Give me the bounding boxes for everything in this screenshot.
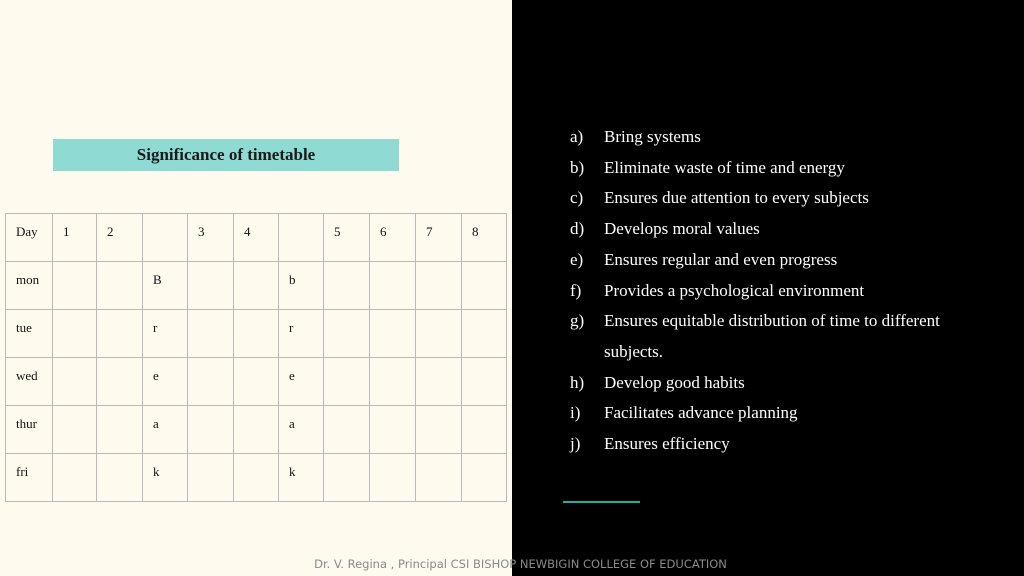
- timetable-cell: [370, 358, 416, 406]
- timetable-header-cell: 6: [370, 214, 416, 262]
- list-marker: c): [570, 188, 584, 208]
- timetable-cell: [234, 358, 279, 406]
- timetable-cell: [53, 454, 97, 502]
- timetable-row: [6, 454, 507, 502]
- timetable-cell: [416, 262, 462, 310]
- timetable-cell: [97, 406, 143, 454]
- timetable-header-cell: 2: [97, 214, 143, 262]
- timetable-cell: [416, 454, 462, 502]
- slide-title: Significance of timetable: [53, 139, 399, 171]
- timetable-cell: [97, 262, 143, 310]
- timetable-header-cell: 1: [53, 214, 97, 262]
- accent-line: [563, 501, 640, 503]
- timetable-cell: [234, 406, 279, 454]
- timetable-cell: k: [279, 454, 324, 502]
- timetable-cell: [53, 262, 97, 310]
- list-item-text: Develop good habits: [604, 372, 745, 392]
- timetable-row: [6, 406, 507, 454]
- list-item-text: Facilitates advance planning: [604, 403, 798, 423]
- timetable-header-cell: [279, 214, 324, 262]
- timetable-cell: [416, 358, 462, 406]
- list-item-text: Ensures equitable distribution of time to different subjects.: [604, 311, 940, 361]
- list-marker: g): [570, 311, 585, 331]
- timetable-cell: [53, 406, 97, 454]
- timetable-header-row: [6, 214, 507, 262]
- list-marker: h): [570, 372, 585, 392]
- list-marker: f): [570, 280, 582, 300]
- list-marker: i): [570, 403, 581, 423]
- list-item-text: Bring systems: [604, 127, 701, 146]
- timetable-cell: [462, 310, 507, 358]
- timetable-cell: [370, 406, 416, 454]
- timetable-cell: r: [143, 310, 188, 358]
- timetable-cell: [188, 454, 234, 502]
- timetable-cell: [97, 454, 143, 502]
- list-item: [570, 214, 964, 245]
- timetable-cell: [188, 358, 234, 406]
- list-item-text: Ensures efficiency: [604, 434, 730, 454]
- list-item-text: Provides a psychological environment: [604, 280, 865, 300]
- timetable-cell: [234, 262, 279, 310]
- list-item-text: Ensures due attention to every subjects: [604, 188, 869, 208]
- timetable-day-cell: fri: [6, 454, 53, 502]
- timetable-day-cell: wed: [6, 358, 53, 406]
- timetable-cell: [97, 310, 143, 358]
- timetable-header-cell: [143, 214, 188, 262]
- timetable: [5, 213, 507, 502]
- list-item: [570, 122, 964, 153]
- timetable-cell: [234, 310, 279, 358]
- timetable-cell: [462, 406, 507, 454]
- timetable-header-cell: 5: [324, 214, 370, 262]
- list-item: [570, 429, 964, 460]
- timetable-cell: b: [279, 262, 324, 310]
- list-item-text: Develops moral values: [604, 219, 760, 239]
- timetable-cell: [188, 262, 234, 310]
- timetable-day-cell: thur: [6, 406, 53, 454]
- timetable-cell: r: [279, 310, 324, 358]
- timetable-header-cell: 7: [416, 214, 462, 262]
- timetable-cell: [324, 406, 370, 454]
- timetable-cell: [324, 454, 370, 502]
- timetable-row: [6, 262, 507, 310]
- list-marker: j): [570, 434, 581, 454]
- timetable-cell: a: [279, 406, 324, 454]
- list-item: [570, 276, 964, 307]
- footer-credit: Dr. V. Regina , Principal CSI BISHOP NEWBIGIN COLLEGE OF EDUCATION: [314, 557, 727, 571]
- timetable-cell: [324, 358, 370, 406]
- timetable-cell: [370, 262, 416, 310]
- timetable-cell: [462, 262, 507, 310]
- timetable-day-cell: mon: [6, 262, 53, 310]
- timetable-cell: [188, 310, 234, 358]
- timetable-cell: [97, 358, 143, 406]
- significance-list: [570, 122, 964, 460]
- list-item: [570, 153, 964, 184]
- timetable-header-cell: 4: [234, 214, 279, 262]
- timetable-cell: [462, 358, 507, 406]
- list-item: [570, 368, 964, 399]
- list-marker: e): [570, 249, 584, 269]
- timetable-cell: [370, 310, 416, 358]
- timetable-cell: [324, 262, 370, 310]
- list-item: [570, 245, 964, 276]
- list-item-text: Eliminate waste of time and energy: [604, 157, 845, 177]
- timetable-cell: [234, 454, 279, 502]
- timetable-cell: [462, 454, 507, 502]
- timetable-header-cell: 3: [188, 214, 234, 262]
- list-item: [570, 183, 964, 214]
- timetable-cell: [416, 406, 462, 454]
- timetable-cell: B: [143, 262, 188, 310]
- list-marker: d): [570, 219, 585, 239]
- timetable-cell: k: [143, 454, 188, 502]
- timetable-header-cell: 8: [462, 214, 507, 262]
- list-item: [570, 306, 964, 367]
- timetable-cell: [188, 406, 234, 454]
- timetable-header-cell: Day: [6, 214, 53, 262]
- list-item-text: Ensures regular and even progress: [604, 249, 838, 269]
- list-marker: b): [570, 157, 585, 177]
- timetable-row: [6, 358, 507, 406]
- timetable-cell: e: [143, 358, 188, 406]
- timetable-cell: [53, 310, 97, 358]
- list-item: [570, 398, 964, 429]
- timetable-cell: e: [279, 358, 324, 406]
- timetable-row: [6, 310, 507, 358]
- list-marker: a): [570, 127, 584, 146]
- timetable-cell: [416, 310, 462, 358]
- timetable-cell: [53, 358, 97, 406]
- timetable-day-cell: tue: [6, 310, 53, 358]
- timetable-cell: [324, 310, 370, 358]
- timetable-cell: a: [143, 406, 188, 454]
- timetable-cell: [370, 454, 416, 502]
